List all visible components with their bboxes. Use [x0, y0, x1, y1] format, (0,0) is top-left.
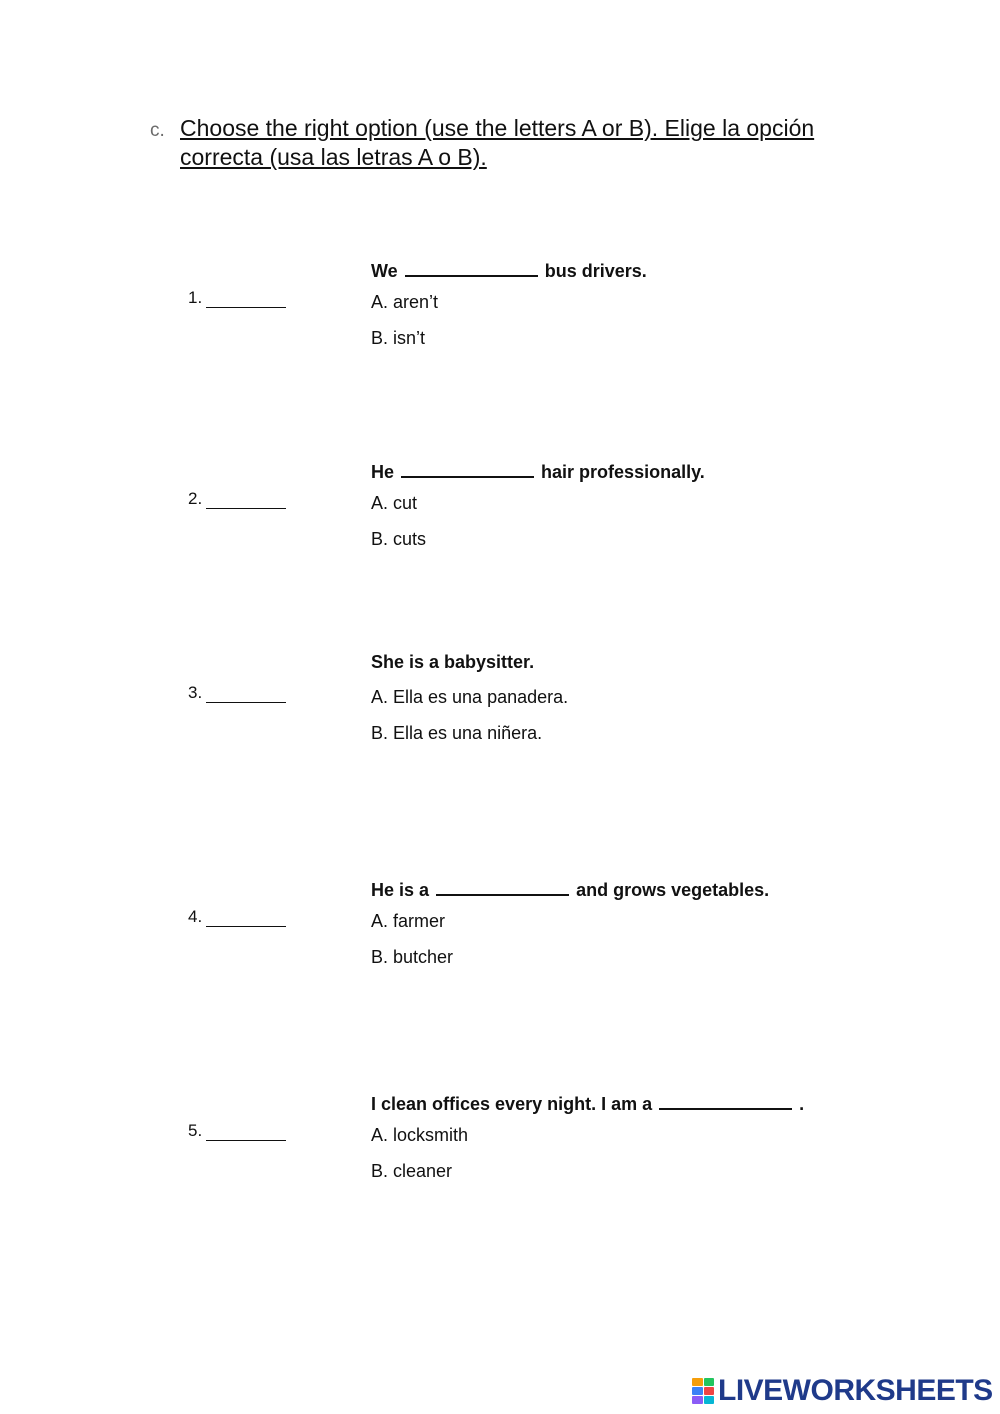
option-a: A. aren’t [371, 292, 439, 312]
instruction-marker: c. [150, 120, 165, 141]
answer-blank[interactable] [206, 289, 286, 308]
question-number: 3. [188, 683, 203, 702]
question-number: 1. [188, 288, 203, 307]
prompt-blank [405, 257, 538, 277]
prompt-before: He is a [371, 880, 430, 900]
option-b: B. Ella es una niñera. [371, 723, 543, 743]
prompt-after: hair professionally. [541, 462, 705, 482]
answer-slot[interactable] [188, 489, 286, 509]
answer-blank[interactable] [206, 684, 286, 703]
option-b: B. isn’t [371, 328, 426, 348]
answer-slot[interactable] [188, 1121, 286, 1141]
option-a: A. Ella es una panadera. [371, 687, 569, 707]
logo-tile [704, 1378, 715, 1386]
option-a: A. locksmith [371, 1125, 469, 1145]
answer-blank[interactable] [206, 1122, 286, 1141]
option-a: A. cut [371, 493, 418, 513]
prompt-blank [401, 458, 534, 478]
logo-tile [692, 1378, 703, 1386]
prompt-after: bus drivers. [544, 261, 647, 281]
answer-blank[interactable] [206, 490, 286, 509]
option-b: B. cuts [371, 529, 427, 549]
prompt-before: She is a babysitter. [371, 652, 535, 672]
question-5 [0, 1090, 1000, 1200]
question-prompt [371, 1090, 804, 1115]
question-3 [0, 652, 1000, 762]
brand-watermark [692, 1374, 993, 1408]
prompt-before: He [371, 462, 395, 482]
prompt-after: and grows vegetables. [576, 880, 770, 900]
logo-tile [692, 1387, 703, 1395]
question-prompt [371, 876, 769, 901]
prompt-blank [659, 1090, 792, 1110]
answer-blank[interactable] [206, 908, 286, 927]
option-a: A. farmer [371, 911, 446, 931]
prompt-before: We [371, 261, 398, 281]
answer-slot[interactable] [188, 288, 286, 308]
logo-tile [704, 1387, 715, 1395]
question-1 [0, 257, 1000, 367]
logo-tile [692, 1396, 703, 1404]
question-prompt [371, 458, 705, 483]
prompt-blank [436, 876, 569, 896]
question-number: 4. [188, 907, 203, 926]
option-b: B. butcher [371, 947, 454, 967]
prompt-before: I clean offices every night. I am a [371, 1094, 653, 1114]
question-2 [0, 458, 1000, 568]
question-number: 5. [188, 1121, 203, 1140]
answer-slot[interactable] [188, 907, 286, 927]
option-b: B. cleaner [371, 1161, 453, 1181]
liveworksheets-logo-icon [692, 1378, 714, 1404]
brand-name: LIVEWORKSHEETS [718, 1374, 993, 1407]
logo-tile [704, 1396, 715, 1404]
question-4 [0, 876, 1000, 986]
prompt-after: . [799, 1094, 805, 1114]
question-prompt [371, 652, 534, 673]
question-prompt [371, 257, 647, 282]
answer-slot[interactable] [188, 683, 286, 703]
instruction-text: Choose the right option (use the letters A or B). Elige la opción correcta (usa las letras A o B). [180, 115, 815, 170]
question-number: 2. [188, 489, 203, 508]
instruction [150, 114, 910, 172]
